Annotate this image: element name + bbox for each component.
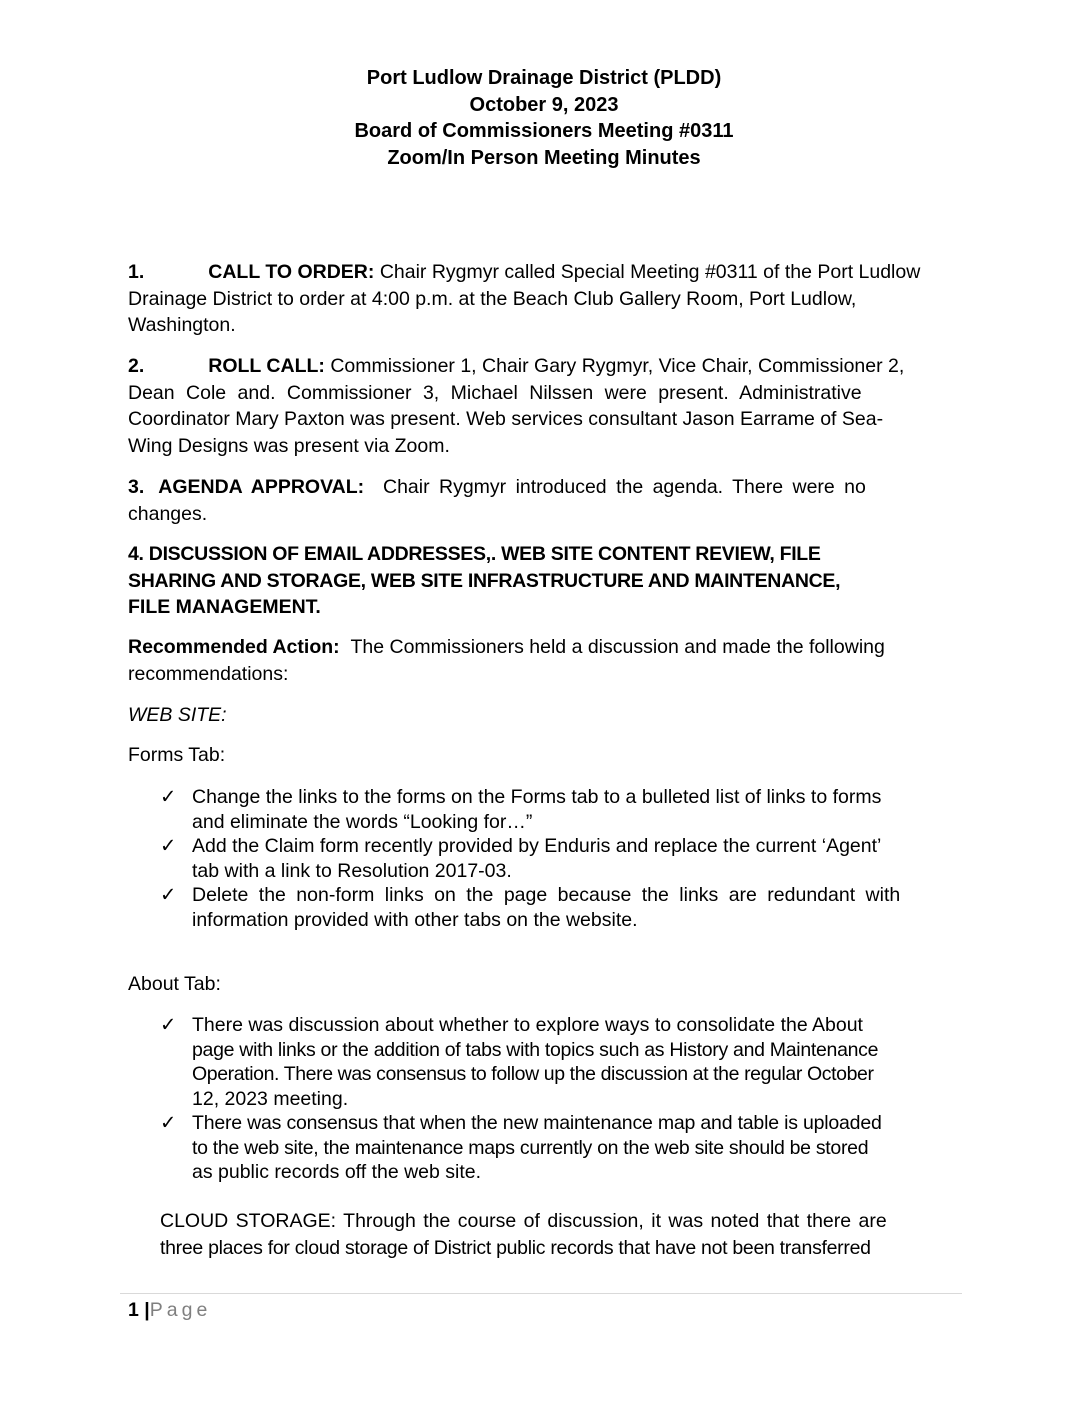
section-text: Wing Designs was present via Zoom. xyxy=(128,434,450,457)
section-heading: CALL TO ORDER: xyxy=(208,261,375,283)
list-item-text: information provided with other tabs on the website. xyxy=(192,908,638,931)
header-date: October 9, 2023 xyxy=(469,93,619,116)
checkmark-icon: ✓ xyxy=(160,786,177,808)
list-item-text: to the web site, the maintenance maps currently on the web site should be stored xyxy=(192,1136,869,1159)
section-discussion xyxy=(128,541,960,621)
section-text: Washington. xyxy=(128,314,236,336)
list-item-text: and eliminate the words “Looking for…” xyxy=(192,810,533,833)
list-item-text: Add the Claim form recently provided by Enduris and replace the current ‘Agent’ xyxy=(192,835,882,857)
section-text: Chair Rygmyr called Special Meeting #0311 of the Port Ludlow xyxy=(379,261,921,283)
section-text: Drainage District to order at 4:00 p.m. at the Beach Club Gallery Room, Port Ludlow, xyxy=(128,287,857,310)
footer-divider xyxy=(120,1293,962,1294)
section-heading: AGENDA APPROVAL: xyxy=(158,476,365,498)
checkmark-icon: ✓ xyxy=(160,1112,177,1134)
section-heading: FILE MANAGEMENT. xyxy=(128,596,321,618)
section-agenda-approval xyxy=(128,474,960,527)
section-text: changes. xyxy=(128,502,208,525)
recommended-text: The Commissioners held a discussion and made the following xyxy=(350,636,885,658)
header-subtitle: Zoom/In Person Meeting Minutes xyxy=(387,146,701,169)
page-footer xyxy=(128,1297,211,1323)
section-call-to-order xyxy=(128,259,960,339)
recommended-label: Recommended Action: xyxy=(128,636,340,658)
paragraph-text: CLOUD STORAGE: Through the course of discussion, it was noted that there are xyxy=(160,1210,887,1232)
checkmark-icon: ✓ xyxy=(160,884,177,906)
page-number: 1 xyxy=(128,1299,139,1321)
section-heading: 4. DISCUSSION OF EMAIL ADDRESSES,. WEB SITE CONTENT REVIEW, FILE xyxy=(128,543,821,565)
section-number: 3. xyxy=(128,476,145,498)
section-heading: ROLL CALL: xyxy=(208,355,325,377)
paragraph-text: three places for cloud storage of District public records that have not been transferred xyxy=(160,1236,871,1259)
page-label: Page xyxy=(149,1299,212,1321)
recommended-text: recommendations: xyxy=(128,662,289,685)
recommended-action xyxy=(128,634,960,687)
list-item-text: There was discussion about whether to explore ways to consolidate the About xyxy=(192,1014,863,1036)
list-item-text: Change the links to the forms on the Forms tab to a bulleted list of links to forms xyxy=(192,786,882,808)
list-item-text: tab with a link to Resolution 2017-03. xyxy=(192,859,512,882)
section-text: Dean Cole and. Commissioner 3, Michael Nilssen were present. Administrative xyxy=(128,381,862,404)
section-heading: SHARING AND STORAGE, WEB SITE INFRASTRUCTURE AND MAINTENANCE, xyxy=(128,569,841,592)
header-meeting: Board of Commissioners Meeting #0311 xyxy=(354,120,734,142)
header-district: Port Ludlow Drainage District (PLDD) xyxy=(366,67,722,89)
section-number: 1. xyxy=(128,261,145,283)
list-item-text: Operation. There was consensus to follow up the discussion at the regular October xyxy=(192,1063,874,1085)
list-item-text: 12, 2023 meeting. xyxy=(192,1087,349,1110)
checkmark-icon: ✓ xyxy=(160,835,177,857)
section-number: 2. xyxy=(128,355,145,377)
list-item-text: Delete the non-form links on the page because the links are redundant with xyxy=(192,884,901,906)
checkmark-icon: ✓ xyxy=(160,1014,177,1036)
section-text: Chair Rygmyr introduced the agenda. There were no xyxy=(382,476,866,498)
list-item-text: page with links or the addition of tabs with topics such as History and Maintenance xyxy=(192,1038,879,1061)
list-item-text: as public records off the web site. xyxy=(192,1161,482,1183)
section-roll-call xyxy=(128,353,960,459)
footer-separator: | xyxy=(144,1299,150,1321)
about-tab-label: About Tab: xyxy=(128,973,221,995)
cloud-storage-paragraph xyxy=(160,1208,960,1261)
forms-tab-label: Forms Tab: xyxy=(128,744,226,766)
web-site-label: WEB SITE: xyxy=(128,704,227,726)
list-item-text: There was consensus that when the new maintenance map and table is uploaded xyxy=(192,1112,882,1134)
section-text: Coordinator Mary Paxton was present. Web services consultant Jason Earrame of Sea- xyxy=(128,408,884,430)
section-text: Commissioner 1, Chair Gary Rygmyr, Vice Chair, Commissioner 2, xyxy=(330,355,905,377)
document-header xyxy=(0,65,1088,171)
